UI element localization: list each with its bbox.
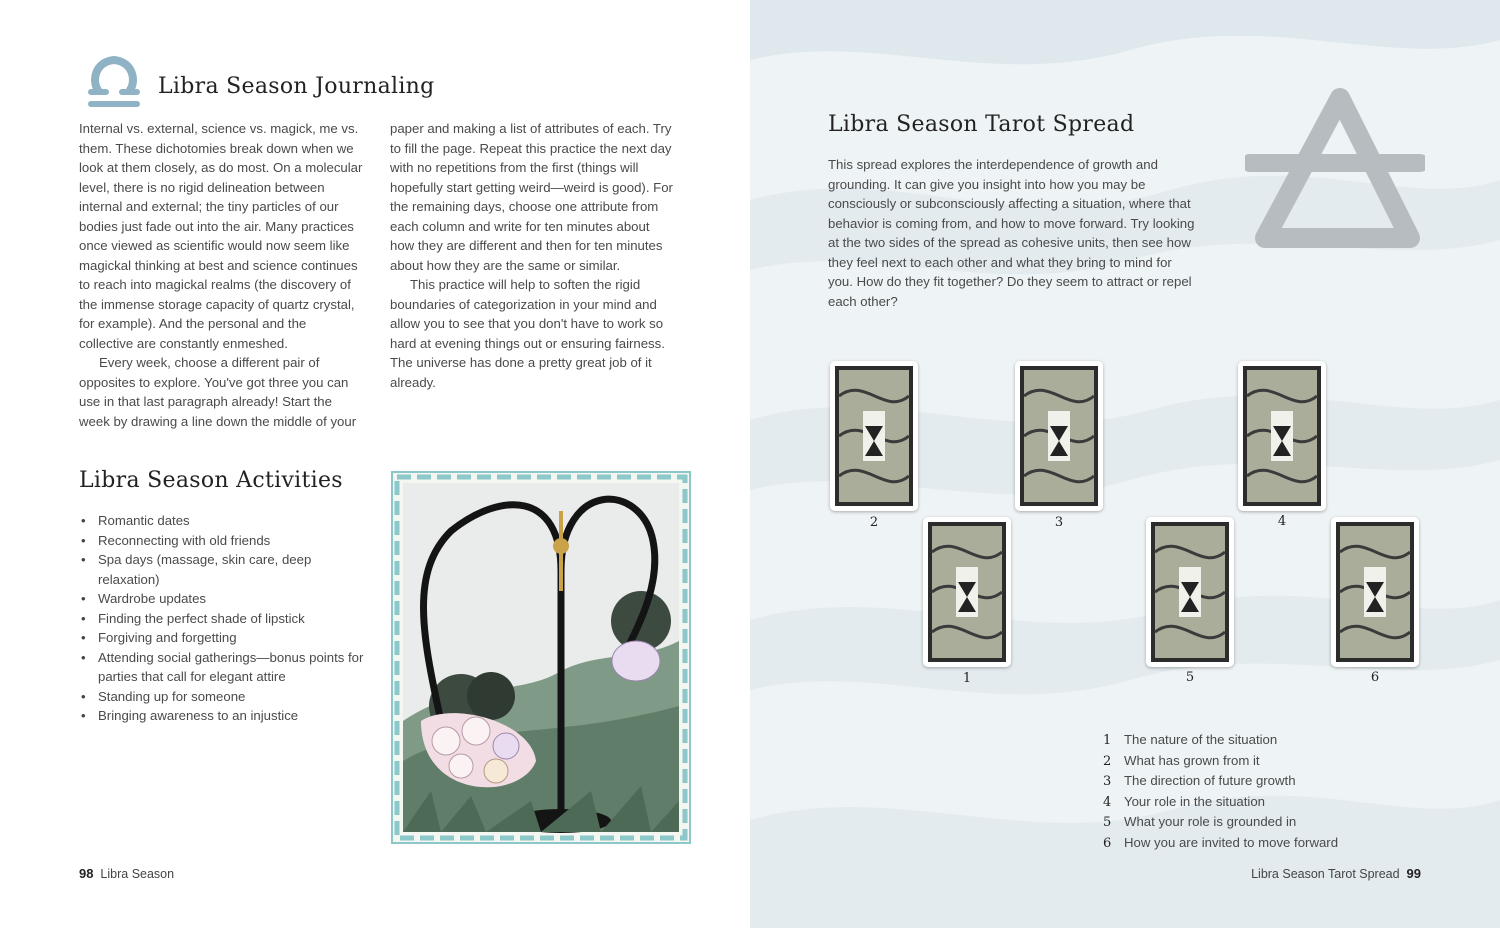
position-number: 5 [1103, 815, 1112, 830]
card-position-label: 2 [869, 515, 879, 530]
position-number: 2 [1103, 753, 1112, 769]
list-item: • Romantic dates [79, 511, 369, 531]
card-back-art [1243, 366, 1321, 506]
journaling-paragraph: Every week, choose a different pair of opposites to explore. You've got three you can use in that last paragraph already! Start the week by drawing a line down the middle of your [79, 355, 357, 429]
tarot-card [923, 517, 1011, 667]
list-item: • Spa days (massage, skin care, deep relaxation) [79, 550, 369, 589]
list-item: • Attending social gatherings—bonus points for parties that call for elegant attire [79, 648, 369, 687]
position-text: Your role in the situation [1124, 793, 1266, 809]
card-back-art [928, 522, 1006, 662]
folio-right [1251, 866, 1421, 881]
list-item [1103, 812, 1338, 833]
libra-scale-illustration [391, 471, 691, 844]
card-back-art [1151, 522, 1229, 662]
card-position-label: 5 [1185, 670, 1195, 685]
list-item: • Standing up for someone [79, 687, 369, 707]
list-item: • Forgiving and forgetting [79, 628, 369, 648]
tarot-card [1015, 361, 1103, 511]
tarot-spread-intro: This spread explores the interdependence of growth and grounding. It can give you insight into how you may be consciously or subconsciously affecting a situation, where that behavior is coming from, and how to move forward. Try looking at the two sides of the spread as cohesive units, then see how they feel next to each other and what they bring to mind for you. How do they fit together? Do they seem to attract or repel each other? [828, 157, 1195, 309]
list-item [1103, 751, 1338, 772]
page-number: 98 [79, 866, 94, 881]
card-position-label: 3 [1054, 515, 1064, 530]
position-number: 3 [1103, 774, 1112, 789]
list-item [1103, 771, 1338, 792]
position-number: 1 [1103, 733, 1112, 748]
journaling-column-1 [79, 119, 364, 431]
journaling-paragraph: This practice will help to soften the rigid boundaries of categorization in your mind and allow you to see that you don't have to work so hard at evening things out or ensuring fairness. The universe has done a pretty great job of it already. [390, 277, 665, 390]
card-position-label: 6 [1370, 670, 1380, 685]
journaling-column-2 [390, 119, 675, 392]
running-head: Libra Season [100, 867, 175, 881]
position-text: What has grown from it [1124, 752, 1260, 768]
card-back-art [1336, 522, 1414, 662]
running-head: Libra Season Tarot Spread [1251, 867, 1400, 881]
position-text: How you are invited to move forward [1124, 834, 1339, 850]
position-number: 4 [1103, 794, 1112, 810]
tarot-card [1146, 517, 1234, 667]
position-number: 6 [1103, 835, 1112, 851]
tarot-card [1331, 517, 1419, 667]
list-item: • Wardrobe updates [79, 589, 369, 609]
card-positions-list [1103, 730, 1338, 853]
journaling-paragraph: paper and making a list of attributes of each. Try to fill the page. Repeat this practice the next day with no repetitions from the first (things will hopefully start getting weird—weird is good). For the remaining days, choose one attribute from each column and write for ten minutes about how they are different and then for ten minutes about how they are the same or similar. [390, 121, 673, 273]
tarot-card [830, 361, 918, 511]
activities-list [79, 511, 369, 726]
libra-zodiac-icon [88, 52, 140, 110]
card-back-art [835, 366, 913, 506]
card-position-label: 4 [1277, 514, 1287, 529]
list-item [1103, 833, 1338, 854]
card-position-label: 1 [962, 671, 972, 686]
journaling-title: Libra Season Journaling [158, 74, 435, 99]
position-text: The nature of the situation [1124, 732, 1278, 747]
activities-title: Libra Season Activities [79, 468, 343, 493]
position-text: What your role is grounded in [1124, 814, 1297, 829]
tarot-spread-title: Libra Season Tarot Spread [828, 112, 1135, 137]
position-text: The direction of future growth [1124, 773, 1296, 788]
list-item [1103, 792, 1338, 813]
list-item [1103, 730, 1338, 751]
folio-left [79, 866, 174, 881]
page-number: 99 [1406, 866, 1421, 881]
list-item: • Bringing awareness to an injustice [79, 706, 369, 726]
list-item: • Reconnecting with old friends [79, 531, 369, 551]
journaling-paragraph: Internal vs. external, science vs. magick, me vs. them. These dichotomies break down when we look at them closely, as do most. On a molecular level, there is no rigid delineation between internal and external; the tiny particles of our bodies just fade out into the air. Many practices once viewed as scientific would now seem like magickal thinking at best and science continues to reach into magickal realms (the discovery of the immense storage capacity of quartz crystal, for example). And the personal and the collective are constantly enmeshed. [79, 121, 363, 351]
card-back-art [1020, 366, 1098, 506]
tarot-card [1238, 361, 1326, 511]
air-element-icon [1245, 88, 1425, 253]
list-item: • Finding the perfect shade of lipstick [79, 609, 369, 629]
